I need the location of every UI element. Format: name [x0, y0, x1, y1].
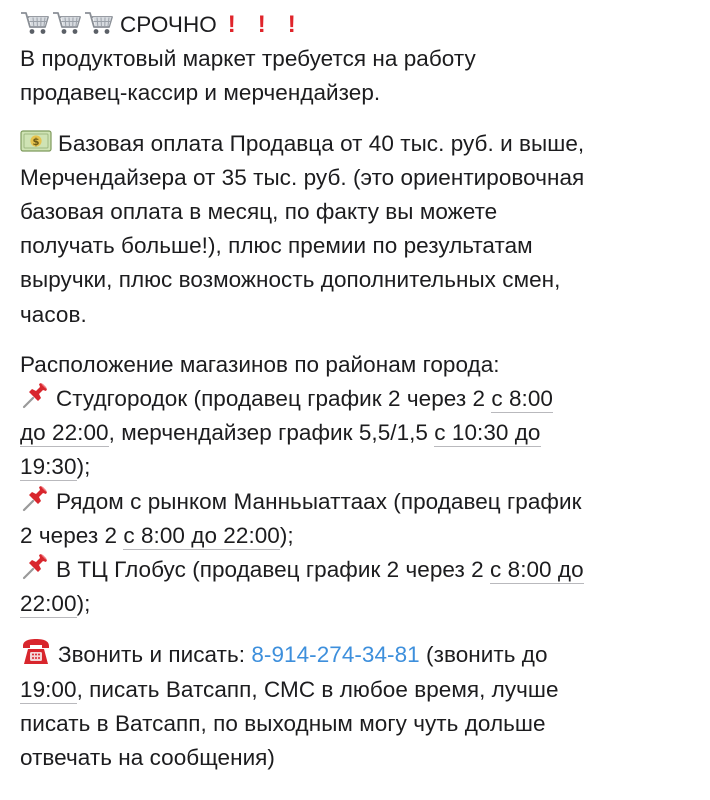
time-link[interactable]: с 8:00 до — [490, 557, 584, 583]
location-studgorodok-end: 19:30); — [20, 454, 91, 480]
time-link[interactable]: с 8:00 до 22:00 — [123, 522, 280, 548]
location-market-cont: 2 через 2 с 8:00 до 22:00); — [20, 522, 294, 548]
locations-paragraph — [20, 348, 692, 622]
time-link[interactable]: 19:00 — [20, 676, 77, 702]
time-link[interactable]: с 10:30 до — [434, 420, 541, 446]
telephone-icon — [20, 637, 52, 667]
contact-line: Звонить и писать: 8-914-274-34-81 (звонить до — [20, 642, 548, 667]
location-globus: В ТЦ Глобус (продавец график 2 через 2 с 8:00 до — [20, 557, 584, 582]
phone-number-link[interactable]: 8-914-274-34-81 — [251, 642, 420, 668]
dollar-banknote-icon — [20, 129, 52, 153]
exclamation-icon: ! — [287, 11, 296, 38]
pushpin-icon — [20, 485, 50, 513]
contact-line: писать в Ватсапп, по выходным могу чуть дольше — [20, 710, 546, 736]
svg-text:$: $ — [32, 136, 40, 148]
contact-line: 19:00, писать Ватсапп, СМС в любое время, лучше — [20, 676, 559, 702]
salary-line: базовая оплата в месяц, по факту вы можете — [20, 199, 498, 225]
header-paragraph — [20, 8, 692, 111]
header-line: В продуктовый маркет требуется на работу — [20, 46, 476, 72]
location-market: Рядом с рынком Манньыаттаах (продавец график — [20, 489, 581, 514]
header-title-line — [20, 12, 307, 37]
time-link[interactable]: до 22:00 — [20, 420, 109, 446]
location-studgorodok: Студгородок (продавец график 2 через 2 с 8:00 — [20, 386, 553, 411]
salary-line: $ Базовая оплата Продавца от 40 тыс. руб. и выше, — [20, 131, 584, 156]
salary-paragraph — [20, 127, 692, 332]
salary-line: получать больше!), плюс премии по результатам — [20, 233, 533, 259]
shopping-cart-icon — [52, 10, 82, 36]
salary-line: выручки, плюс возможность дополнительных смен, — [20, 267, 561, 293]
salary-line: часов. — [20, 301, 87, 327]
location-globus-cont: 22:00); — [20, 591, 91, 617]
salary-line: Мерчендайзера от 35 тыс. руб. (это ориентировочная — [20, 164, 585, 190]
shopping-cart-icon — [84, 10, 114, 36]
header-line: продавец-кассир и мерчендайзер. — [20, 80, 381, 106]
pushpin-icon — [20, 553, 50, 581]
pushpin-icon — [20, 382, 50, 410]
shopping-cart-icon — [20, 10, 50, 36]
exclamation-icon: ! — [227, 11, 236, 38]
time-link[interactable]: 19:30 — [20, 454, 77, 480]
exclamation-icon: ! — [257, 11, 266, 38]
time-link[interactable]: 22:00 — [20, 591, 77, 617]
location-studgorodok-cont: до 22:00, мерчендайзер график 5,5/1,5 с 10:30 до — [20, 420, 541, 446]
time-link[interactable]: с 8:00 — [491, 386, 553, 412]
urgent-title: СРОЧНО — [120, 12, 217, 37]
locations-heading: Расположение магазинов по районам города: — [20, 351, 500, 377]
contact-paragraph — [20, 637, 692, 775]
contact-line: отвечать на сообщения) — [20, 745, 275, 771]
